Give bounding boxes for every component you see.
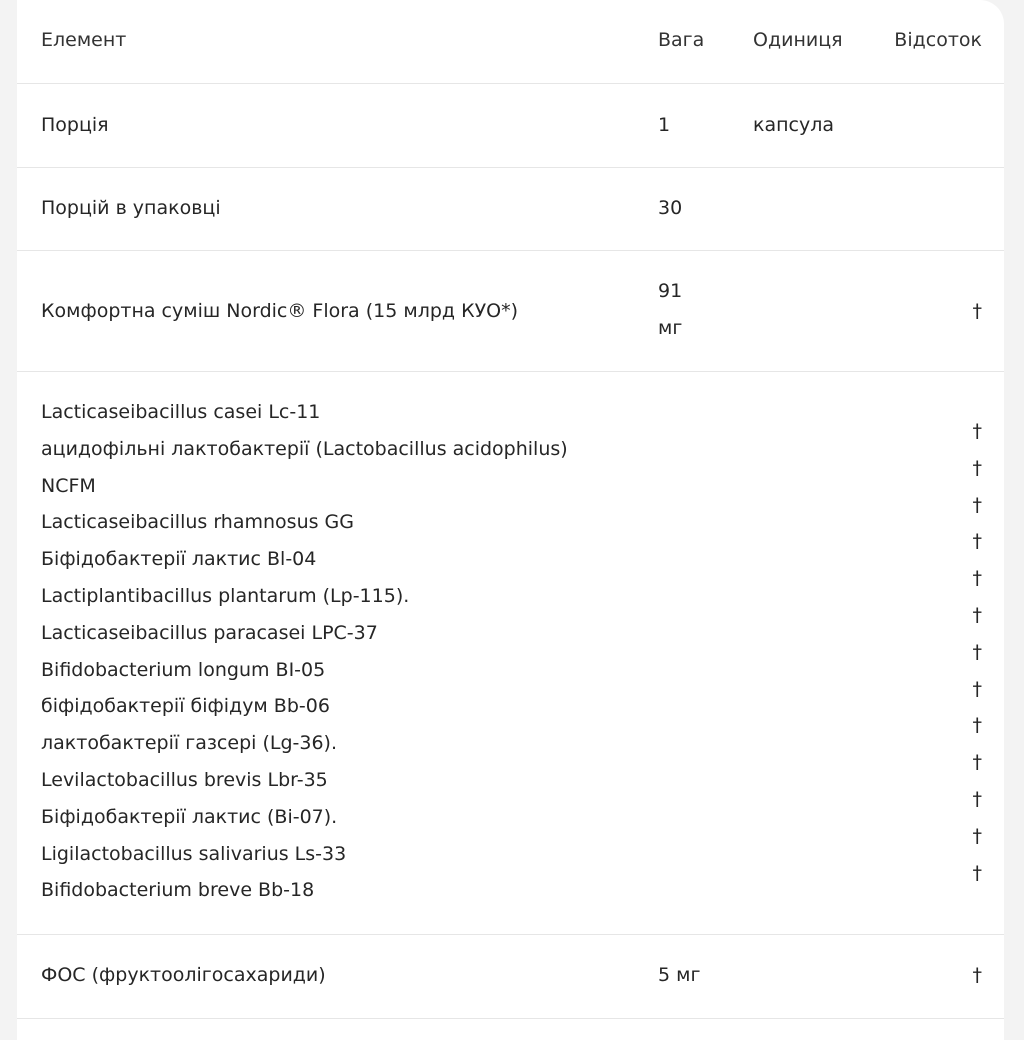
table-header-row bbox=[17, 0, 1004, 84]
dagger-mark: † bbox=[972, 567, 982, 590]
row-weight: 1 bbox=[658, 114, 671, 136]
dagger-mark: † bbox=[972, 677, 982, 700]
dagger-mark: † bbox=[972, 824, 982, 847]
table-row bbox=[17, 84, 1004, 168]
row-weight-value: 91 bbox=[658, 280, 683, 302]
dagger-mark: † bbox=[972, 603, 982, 626]
dagger-mark: † bbox=[972, 751, 982, 774]
header-element: Елемент bbox=[41, 29, 127, 51]
row-element: Комфортна суміш Nordic® Flora (15 млрд КУО*) bbox=[41, 300, 519, 322]
strain-item: Ligilactobacillus salivarius Ls-33 bbox=[41, 842, 347, 865]
table-row-strains bbox=[17, 372, 1004, 935]
strain-percent-list bbox=[973, 413, 983, 891]
strain-item: Lacticaseibacillus casei Lc-11 bbox=[41, 401, 321, 423]
row-weight-unit: мг bbox=[658, 317, 683, 339]
strain-item: Levilactobacillus brevis Lbr-35 bbox=[41, 768, 328, 791]
dagger-mark: † bbox=[972, 787, 982, 810]
header-weight: Вага bbox=[658, 29, 705, 51]
table-row bbox=[17, 168, 1004, 251]
nutrition-table-card bbox=[17, 0, 1004, 1040]
header-percent: Відсоток bbox=[894, 29, 982, 51]
row-element: ФОС (фруктоолігосахариди) bbox=[41, 964, 326, 986]
row-unit: капсула bbox=[753, 114, 835, 136]
row-weight: 30 bbox=[658, 197, 683, 219]
dagger-mark: † bbox=[972, 493, 982, 516]
header-unit: Одиниця bbox=[753, 29, 843, 51]
dagger-mark: † bbox=[972, 714, 982, 737]
strain-item: Біфідобактерії лактис (Bi-07). bbox=[41, 805, 338, 828]
table-row bbox=[17, 935, 1004, 1019]
strain-item: біфідобактерії біфідум Bb-06 bbox=[41, 695, 330, 718]
dagger-mark: † bbox=[972, 420, 982, 442]
row-percent: † bbox=[972, 964, 982, 986]
dagger-mark: † bbox=[972, 861, 982, 884]
strain-item: ацидофільні лактобактерії (Lactobacillus acidophilus) bbox=[41, 437, 568, 460]
strain-item: Bifidobacterium breve Bb-18 bbox=[41, 879, 315, 902]
strain-item: Lactiplantibacillus plantarum (Lp-115). bbox=[41, 584, 410, 607]
strain-item: Біфідобактерії лактис Bl-04 bbox=[41, 548, 317, 571]
strain-item: NCFM bbox=[41, 474, 96, 497]
strain-list bbox=[41, 394, 568, 909]
dagger-mark: † bbox=[972, 530, 982, 553]
table-row bbox=[17, 251, 1004, 372]
row-element: Порцій в упаковці bbox=[41, 197, 221, 219]
dagger-mark: † bbox=[972, 640, 982, 663]
strain-item: Lacticaseibacillus paracasei LPC-37 bbox=[41, 621, 378, 644]
strain-item: Lacticaseibacillus rhamnosus GG bbox=[41, 511, 354, 534]
row-element: Порція bbox=[41, 114, 109, 136]
strain-item: Bifidobacterium longum BI-05 bbox=[41, 658, 326, 681]
strain-item: лактобактерії газсері (Lg-36). bbox=[41, 732, 337, 755]
row-weight: 5 мг bbox=[658, 964, 701, 986]
dagger-mark: † bbox=[972, 456, 982, 479]
row-percent: † bbox=[972, 300, 982, 322]
